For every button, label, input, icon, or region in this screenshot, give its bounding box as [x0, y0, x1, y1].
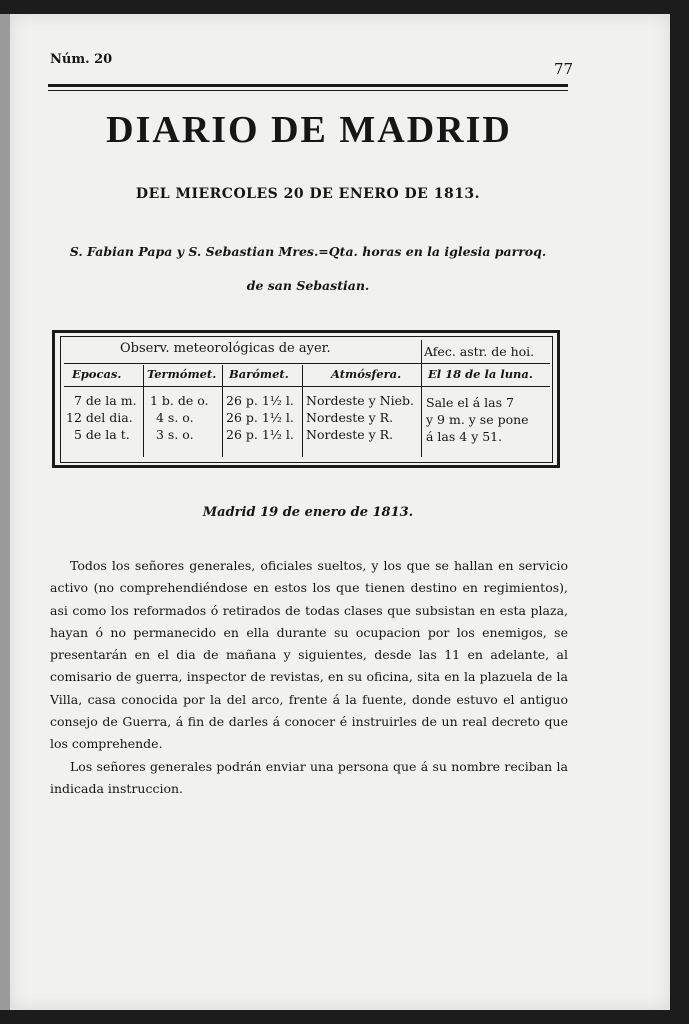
cell-termometro-2: 4 s. o. [156, 410, 194, 425]
cell-epoca-1: 7 de la m. [74, 393, 137, 408]
table-column-header-divider [64, 386, 550, 387]
cell-atmosfera-2: Nordeste y R. [306, 410, 394, 425]
cell-epoca-2: 12 del dia. [66, 410, 133, 425]
cell-termometro-3: 3 s. o. [156, 427, 194, 442]
column-header-luna: El 18 de la luna. [428, 367, 533, 381]
observations-heading: Observ. meteorológicas de ayer. [120, 341, 331, 356]
column-header-barometro: Barómet. [229, 367, 289, 381]
column-header-atmosfera: Atmósfera. [331, 367, 402, 381]
article-paragraph-1: Todos los señores generales, oficiales sueltos, y los que se hallan en servicio activo (no comprehendiéndose en estos los que tienen destino en regimientos), asi como los reformados ó retirados de todas clases que subsistan en esta plaza, hayan ó no permanecido en ella durante su ocupacion por los enemigos, se presentarán en el dia de mañana y siguientes, desde las 11 en adelante, al comisario de guerra, inspector de revistas, en su oficina, sita en la plazuela de la Villa, casa conocida por la del arco, frente á la fuente, donde estuvo el antiguo consejo de Guerra, á fin de darles á conocer é instruirles de un real decreto que los comprehende. [50, 558, 568, 752]
luna-line-1: Sale el á las 7 [426, 395, 514, 410]
newspaper-title: DIARIO DE MADRID [106, 109, 512, 151]
astronomy-heading: Afec. astr. de hoi. [424, 344, 535, 359]
saints-line-2: de san Sebastian. [246, 278, 370, 293]
cell-barometro-1: 26 p. 1½ l. [226, 393, 294, 408]
issue-number: Núm. 20 [50, 52, 113, 67]
cell-atmosfera-3: Nordeste y R. [306, 427, 394, 442]
cell-barometro-3: 26 p. 1½ l. [226, 427, 294, 442]
saints-line-1: S. Fabian Papa y S. Sebastian Mres.=Qta. horas en la iglesia parroq. [69, 244, 547, 259]
luna-line-3: á las 4 y 51. [426, 429, 503, 444]
page-number: 77 [554, 60, 574, 78]
cell-epoca-3: 5 de la t. [74, 427, 130, 442]
header-rule-thick [48, 84, 568, 87]
header-rule-thin [48, 90, 568, 91]
cell-atmosfera-1: Nordeste y Nieb. [306, 393, 414, 408]
dateline: Madrid 19 de enero de 1813. [202, 505, 414, 520]
table-column-divider-3 [302, 365, 303, 457]
table-column-divider-2 [222, 365, 223, 457]
table-column-divider-4 [421, 340, 422, 457]
column-header-epocas: Epocas. [72, 367, 122, 381]
article-body [50, 555, 568, 800]
article-paragraph-2: Los señores generales podrán enviar una persona que á su nombre reciban la indicada instruccion. [50, 758, 568, 796]
cell-barometro-2: 26 p. 1½ l. [226, 410, 294, 425]
date-line: DEL MIERCOLES 20 DE ENERO DE 1813. [135, 186, 481, 202]
table-header-divider [64, 363, 550, 364]
luna-line-2: y 9 m. y se pone [426, 412, 529, 427]
cell-termometro-1: 1 b. de o. [150, 393, 209, 408]
table-column-divider-1 [143, 365, 144, 457]
column-header-termometro: Termómet. [147, 367, 217, 381]
